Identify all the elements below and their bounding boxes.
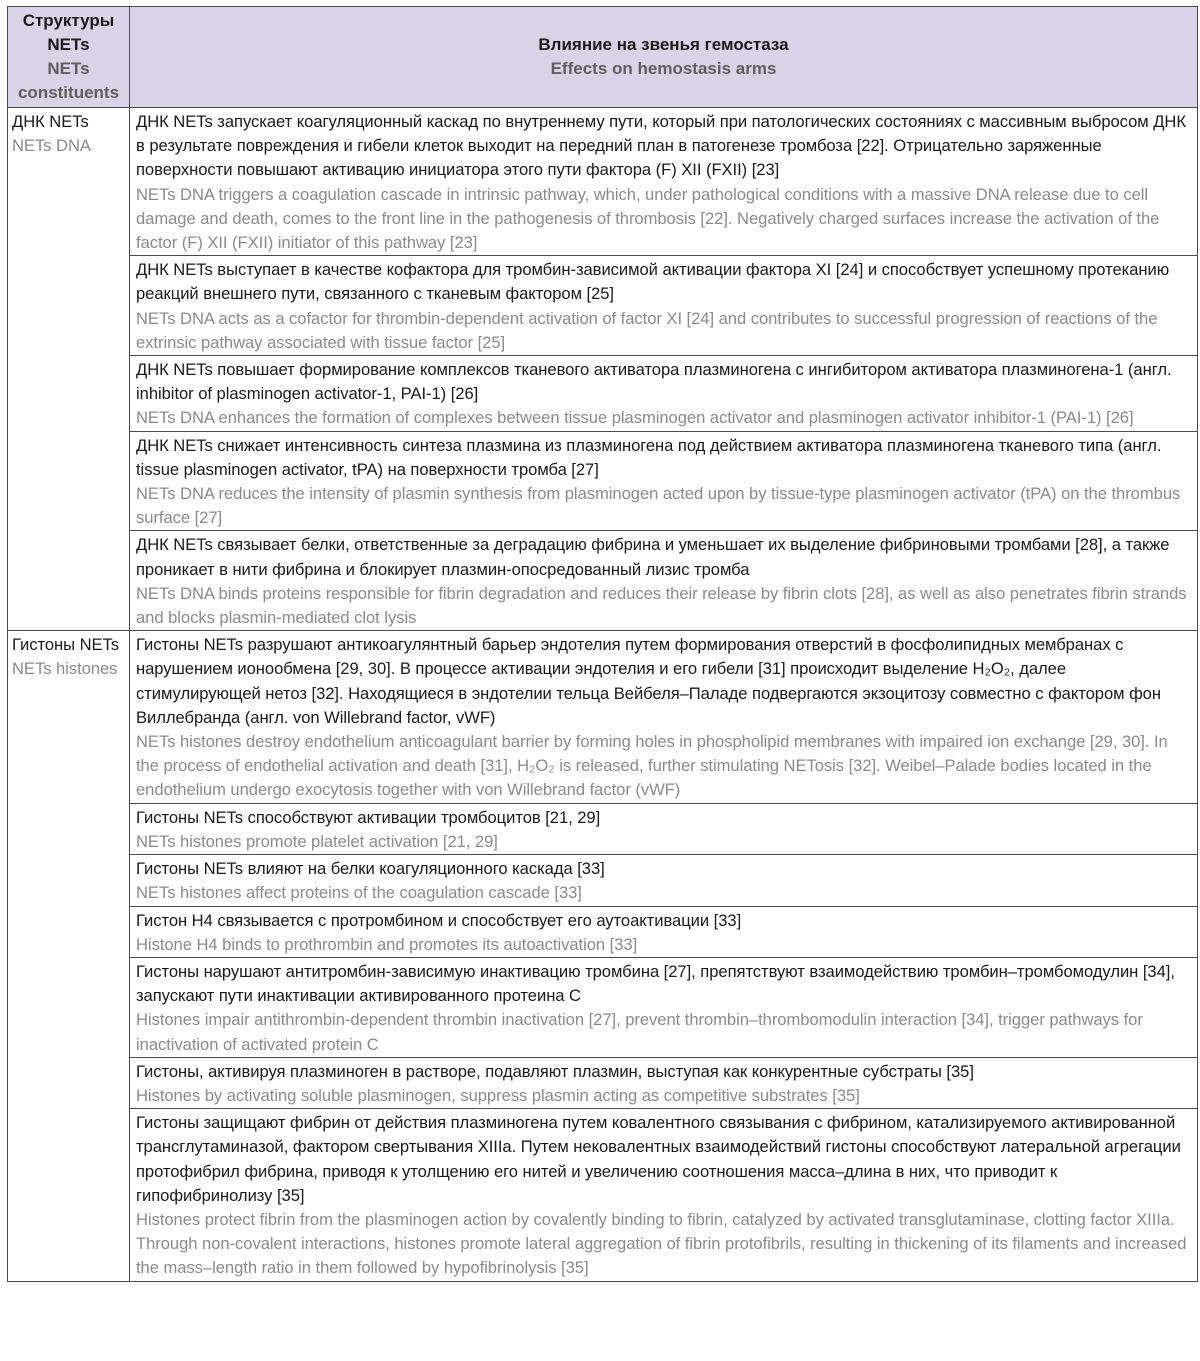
group-label-en: NETs DNA <box>12 136 91 156</box>
effect-text-en: Histones impair antithrombin-dependent thrombin inactivation [27], prevent thrombin–thrombomodulin interaction [34], trigger pathways for inactivation of activated protein C <box>136 1010 1143 1054</box>
table-row <box>8 108 1198 256</box>
header-col2-en: Effects on hemostasis arms <box>550 59 777 78</box>
table-row <box>8 531 1198 631</box>
effect-text-ru: Гистоны NETs способствуют активации тромбоцитов [21, 29] <box>136 807 601 827</box>
effect-cell <box>130 108 1198 256</box>
table-row <box>8 906 1198 957</box>
header-row <box>8 7 1198 108</box>
group-label-histones <box>8 631 130 1281</box>
effect-text-ru: ДНК NETs выступает в качестве кофактора для тромбин-зависимой активации фактора XI [24] и способствует успешному протеканию реакций внешнего пути, связанного с тканевым фактором [25] <box>136 260 1170 304</box>
effect-cell <box>130 855 1198 906</box>
effect-text-ru: Гистон H4 связывается с протромбином и способствует его аутоактивации [33] <box>136 910 742 930</box>
effect-text-en: NETs histones affect proteins of the coagulation cascade [33] <box>136 883 582 903</box>
effect-cell <box>130 957 1198 1057</box>
effect-cell <box>130 356 1198 432</box>
nets-hemostasis-table <box>7 6 1198 1282</box>
effect-cell <box>130 531 1198 631</box>
effect-text-en: NETs DNA triggers a coagulation cascade in intrinsic pathway, which, under pathological conditions with a massive DNA release due to cell damage and death, comes to the front line in the pathogenesis of thrombosis [22]. Negatively charged surfaces increase the activation of the factor (F) XII (FXII) initiator of this pathway [23] <box>136 184 1160 253</box>
effect-text-en: NETs histones destroy endothelium anticoagulant barrier by forming holes in phospholipid membranes with impaired ion exchange [29, 30]. In the process of endothelial activation and death [31], H₂O₂ is released, further stimulating NETosis [32]. Weibel–Palade bodies located in the endothelium undergo exocytosis together with von Willebrand factor (vWF) <box>136 732 1168 800</box>
group-label-ru: Гистоны NETs <box>12 635 120 655</box>
effect-text-ru: Гистоны защищают фибрин от действия плазминогена путем ковалентного связывания с фибрином, катализируемого активированной трансглутаминазой, фактором свертывания XIIIa. Путем нековалентных взаимодействий гистоны способствуют латеральной агрегации протофибрил фибрина, приводя к утолщению его нитей и увеличению соотношения масса–длина в них, что приводит к гипофибринолизу [35] <box>136 1113 1181 1205</box>
table-body <box>8 108 1198 1282</box>
table-header <box>8 7 1198 108</box>
effect-text-en: NETs DNA acts as a cofactor for thrombin-dependent activation of factor XI [24] and contributes to successful progression of reactions of the extrinsic pathway associated with tissue factor [25] <box>136 308 1158 352</box>
effect-text-ru: ДНК NETs снижает интенсивность синтеза плазмина из плазминогена под действием активатора плазминогена тканевого типа (англ. tissue plasminogen activator, tPA) на поверхности тромба [27] <box>136 435 1162 479</box>
document-page <box>7 6 1197 1282</box>
effect-text-en: NETs DNA binds proteins responsible for fibrin degradation and reduces their release by fibrin clots [28], as well as also penetrates fibrin strands and blocks plasmin-mediated clot lysis <box>136 583 1187 628</box>
effect-text-en: NETs DNA reduces the intensity of plasmin synthesis from plasminogen acted upon by tissue-type plasminogen activator (tPA) on the thrombus surface [27] <box>136 484 1181 528</box>
effect-cell <box>130 1057 1198 1108</box>
table-row <box>8 431 1198 531</box>
header-col1-en: NETs constituents <box>17 59 120 102</box>
effect-text-ru: ДНК NETs повышает формирование комплексов тканевого активатора плазминогена с ингибитором активатора плазминогена-1 (англ. inhibitor of plasminogen activator-1, PAI-1) [26] <box>136 360 1172 404</box>
effect-text-ru: ДНК NETs запускает коагуляционный каскад по внутреннему пути, который при патологических состояниях с массивным выбросом ДНК в результате повреждения и гибели клеток выходит на передний план в патогенезе тромбоза [22]. Отрицательно заряженные поверхности повышают активацию инициатора этого пути фактора (F) XII (FXII) [23] <box>136 112 1186 180</box>
table-row <box>8 631 1198 803</box>
header-col1-ru: Структуры NETs <box>22 11 115 54</box>
table-row <box>8 356 1198 432</box>
header-col-structures <box>8 7 130 108</box>
effect-cell <box>130 803 1198 854</box>
table-row <box>8 855 1198 906</box>
table-row <box>8 957 1198 1057</box>
group-label-dna <box>8 108 130 631</box>
header-col2-ru: Влияние на звенья гемостаза <box>538 35 789 54</box>
effect-cell <box>130 906 1198 957</box>
effect-text-ru: Гистоны нарушают антитромбин-зависимую инактивацию тромбина [27], препятствуют взаимодействию тромбин–тромбомодулин [34], запускают пути инактивации активированного протеина С <box>136 961 1175 1006</box>
header-col-effects <box>130 7 1198 108</box>
effect-cell <box>130 256 1198 356</box>
table-row <box>8 1109 1198 1281</box>
effect-text-en: Histones protect fibrin from the plasminogen action by covalently binding to fibrin, catalyzed by activated transglutaminase, clotting factor XIIIa. Through non-covalent interactions, histones promote lateral aggregation of fibrin protofibrils, resulting in thickening of its filaments and increased the mass–length ratio in them followed by hypofibrinolysis [35] <box>136 1209 1187 1278</box>
effect-cell <box>130 1109 1198 1281</box>
table-row <box>8 1057 1198 1108</box>
effect-text-en: Histones by activating soluble plasminogen, suppress plasmin acting as competitive substrates [35] <box>136 1085 860 1105</box>
effect-text-ru: Гистоны, активируя плазминоген в растворе, подавляют плазмин, выступая как конкурентные субстраты [35] <box>136 1061 974 1081</box>
effect-text-ru: Гистоны NETs разрушают антикоагулянтный барьер эндотелия путем формирования отверстий в фосфолипидных мембранах с нарушением ионообмена [29, 30]. В процессе активации эндотелия и его гибели [31] происходит выделение H₂O₂, далее стимулирующей нетоз [32]. Находящиеся в эндотелии тельца Вейбеля–Паладе подвергаются экзоцитозу совместно с фактором фон Виллебранда (англ. von Willebrand factor, vWF) <box>136 635 1161 727</box>
effect-cell <box>130 431 1198 531</box>
effect-cell <box>130 631 1198 803</box>
group-label-en: NETs histones <box>12 659 118 679</box>
table-row <box>8 256 1198 356</box>
effect-text-en: Histone H4 binds to prothrombin and promotes its autoactivation [33] <box>136 934 638 954</box>
effect-text-en: NETs DNA enhances the formation of complexes between tissue plasminogen activator and plasminogen activator inhibitor-1 (PAI-1) [26] <box>136 408 1134 428</box>
effect-text-en: NETs histones promote platelet activation [21, 29] <box>136 831 498 851</box>
group-label-ru: ДНК NETs <box>12 112 89 131</box>
table-row <box>8 803 1198 854</box>
effect-text-ru: ДНК NETs связывает белки, ответственные за деградацию фибрина и уменьшает их выделение фибриновыми тромбами [28], а также проникает в нити фибрина и блокирует плазмин-опосредованный лизис тромба <box>136 535 1170 579</box>
effect-text-ru: Гистоны NETs влияют на белки коагуляционного каскада [33] <box>136 859 605 879</box>
